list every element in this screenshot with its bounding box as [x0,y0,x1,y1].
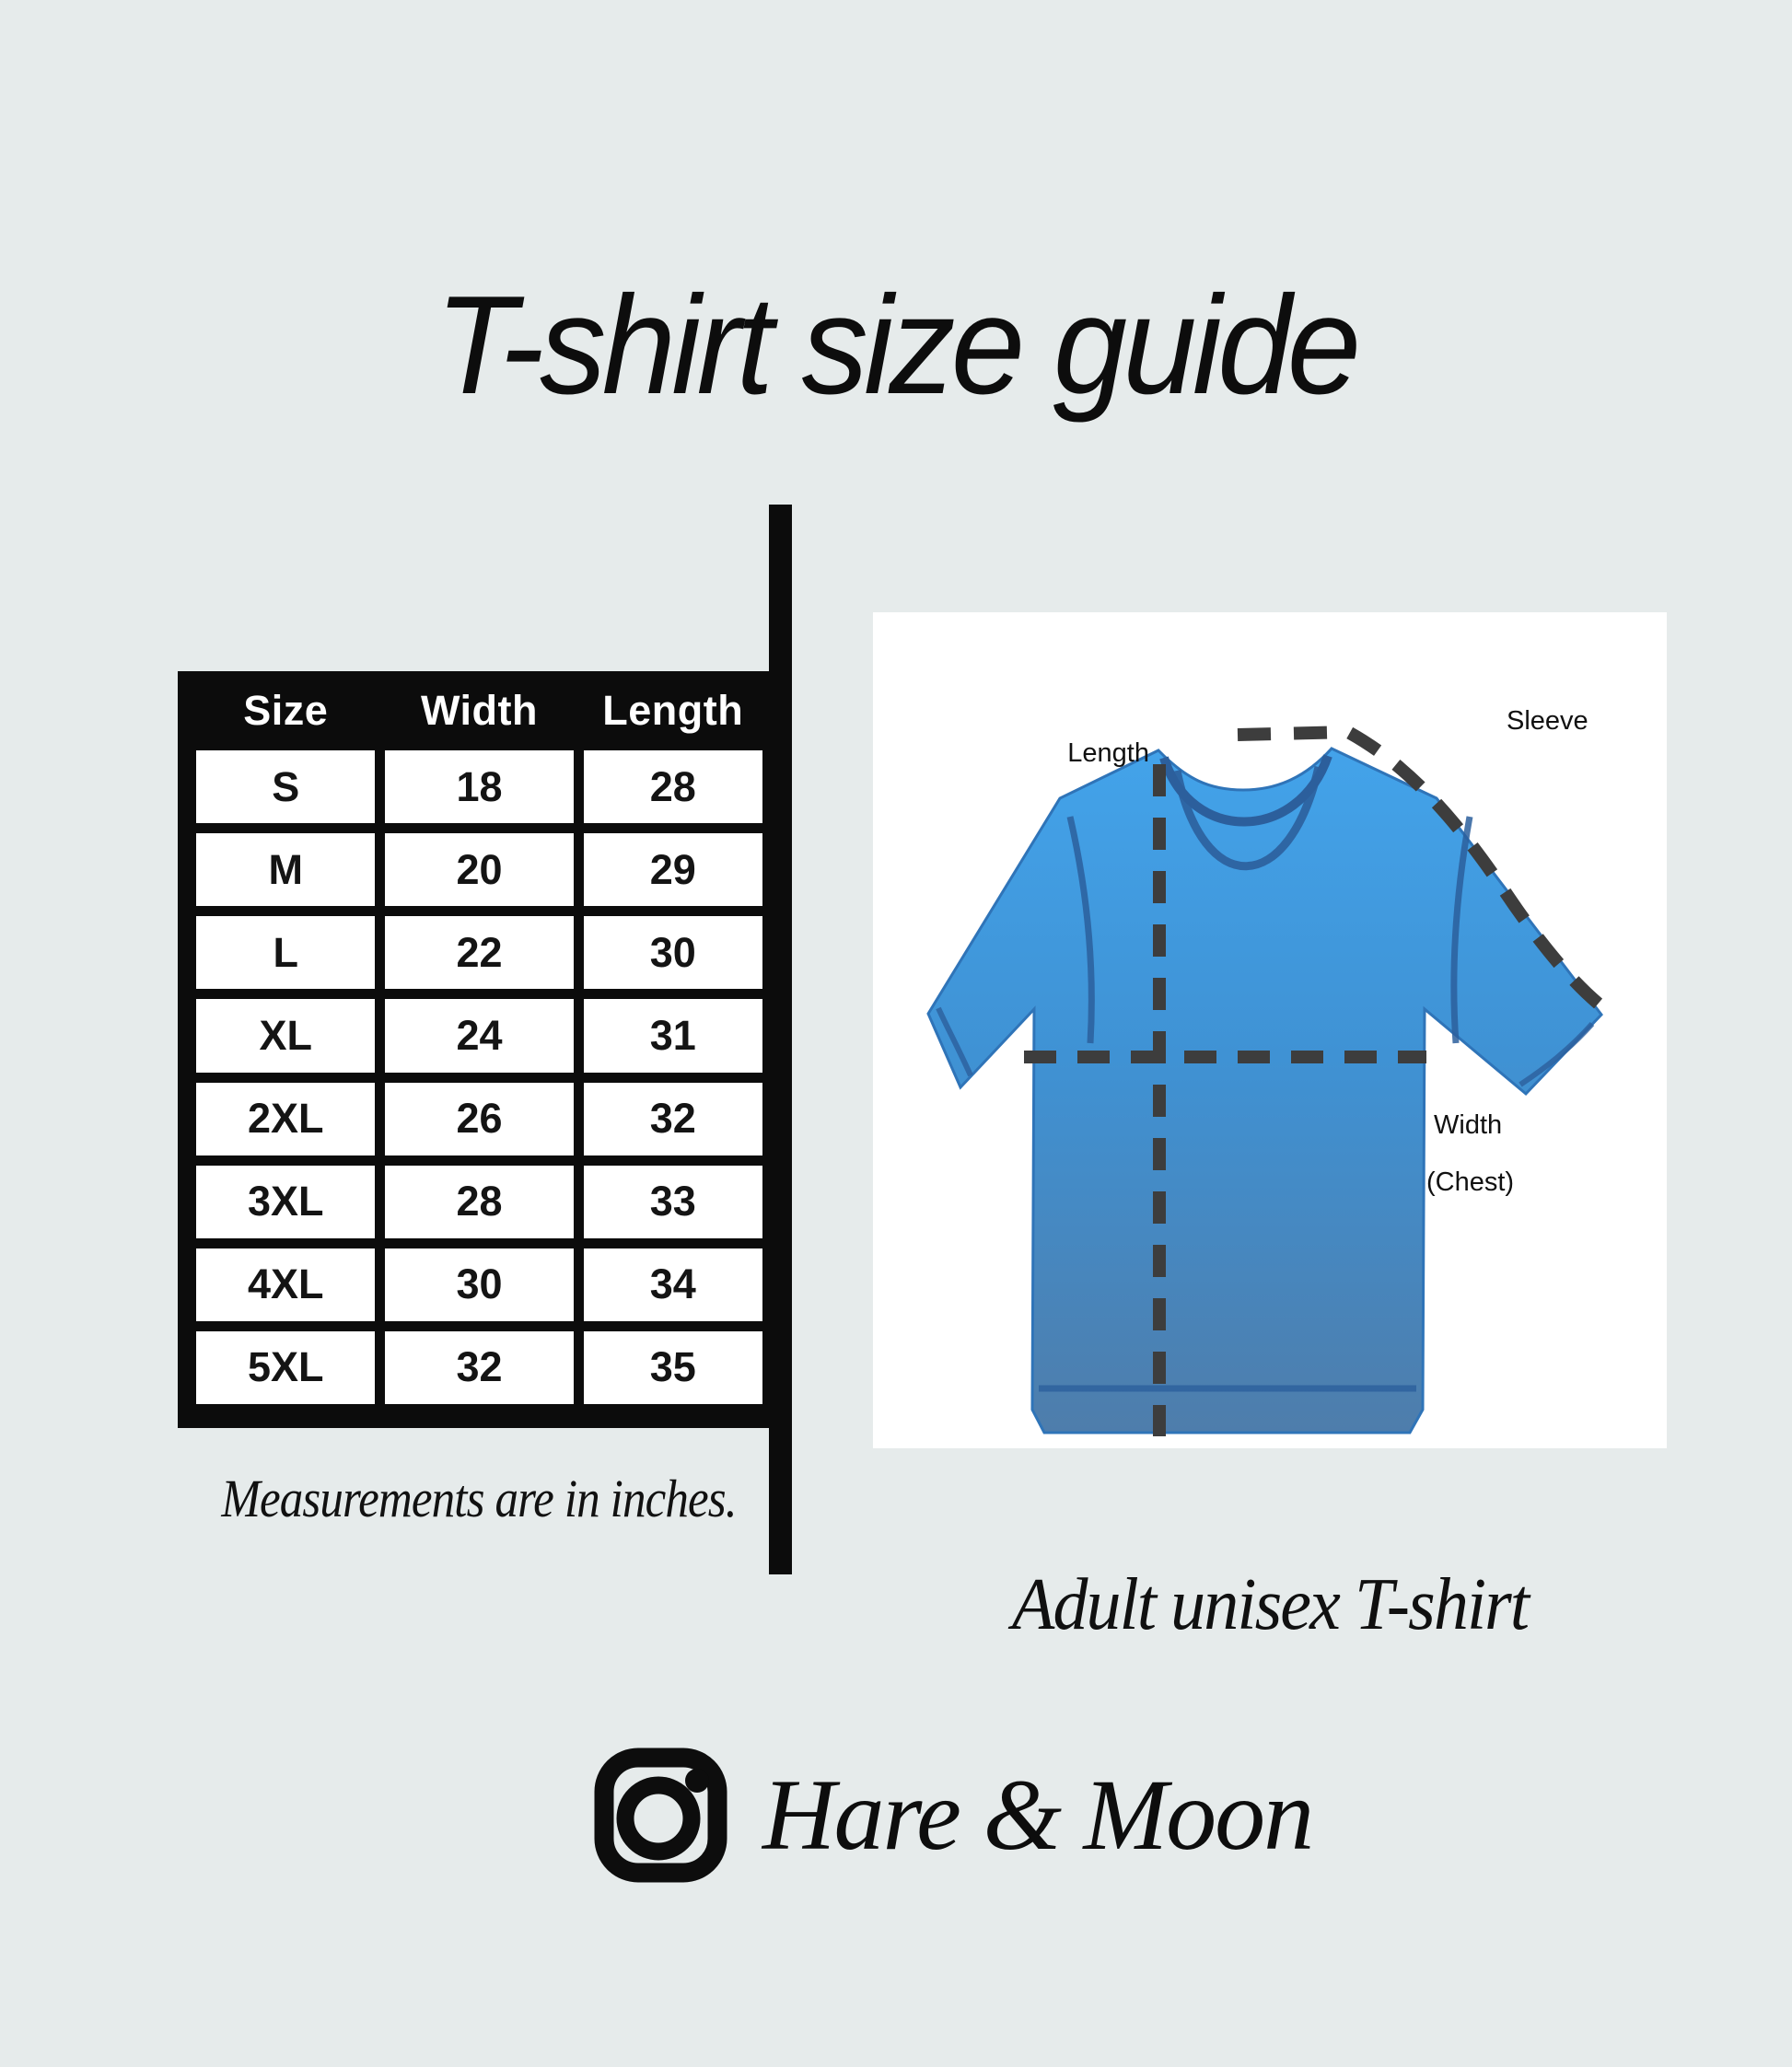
length-label: Length [1067,738,1149,768]
table-cell: 5XL [196,1331,375,1404]
size-table-body [196,750,762,1404]
table-cell: 34 [584,1248,762,1321]
table-cell: 3XL [196,1166,375,1238]
table-cell: 4XL [196,1248,375,1321]
size-table [178,671,778,1428]
shirt-caption: Adult unisex T-shirt [1011,1564,1529,1645]
table-cell: 26 [385,1083,573,1155]
table-cell: 33 [584,1166,762,1238]
tshirt-body [928,749,1601,1433]
brand-name: Hare & Moon [762,1759,1313,1871]
table-cell: 28 [385,1166,573,1238]
table-cell: 28 [584,750,762,823]
col-header-length: Length [602,687,744,734]
width-label: Width [1434,1110,1503,1140]
sleeve-label: Sleeve [1507,706,1588,736]
page-title: T-shirt size guide [435,267,1357,424]
col-header-size: Size [243,687,329,734]
measurements-note: Measurements are in inches. [221,1469,737,1528]
table-cell: 18 [385,750,573,823]
table-cell: 30 [584,916,762,989]
table-cell: 22 [385,916,573,989]
tshirt-measurement-diagram [873,612,1667,1448]
table-cell: L [196,916,375,989]
tshirt-diagram-panel [873,612,1667,1448]
table-cell: 30 [385,1248,573,1321]
table-cell: M [196,833,375,906]
table-cell: 24 [385,999,573,1072]
table-cell: 20 [385,833,573,906]
table-cell: XL [196,999,375,1072]
col-header-width: Width [420,687,539,734]
table-cell: 35 [584,1331,762,1404]
table-cell: 2XL [196,1083,375,1155]
size-table-header [196,671,762,750]
table-cell: S [196,750,375,823]
instagram-icon [594,1748,727,1883]
width-chest-label: (Chest) [1426,1167,1515,1197]
table-cell: 32 [385,1331,573,1404]
table-cell: 31 [584,999,762,1072]
table-cell: 32 [584,1083,762,1155]
table-cell: 29 [584,833,762,906]
